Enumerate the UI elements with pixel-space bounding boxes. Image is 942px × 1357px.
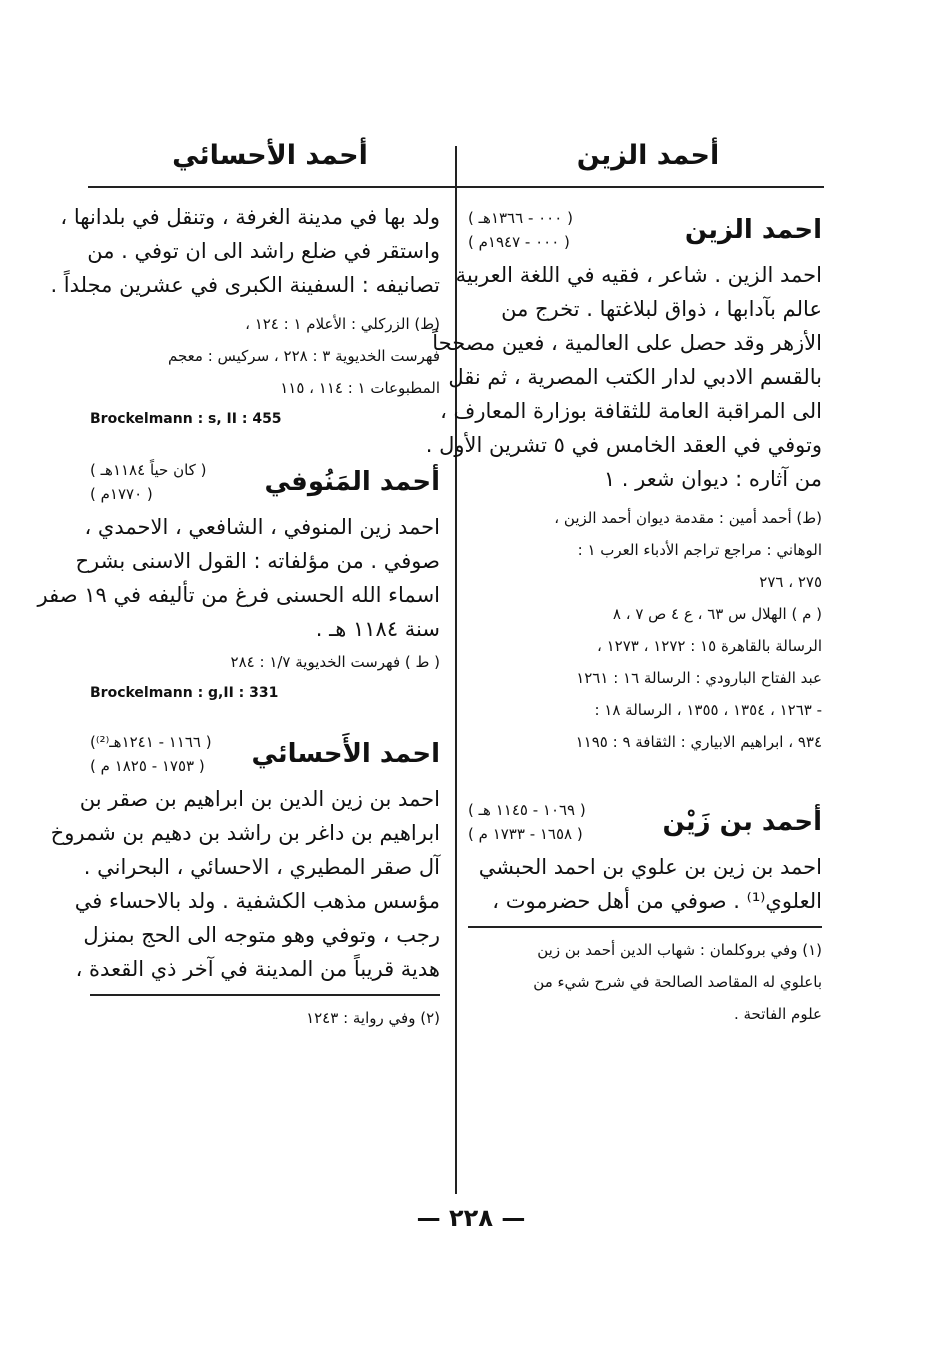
body-line: تصانيفه : السفينة الكبرى في عشرين مجلداً . xyxy=(50,273,440,297)
entry-header-ahmad-bin-zain xyxy=(468,798,822,846)
body-line: وتوفي في العقد الخامس في ٥ تشرين الأول . xyxy=(425,433,822,457)
footnote-rule xyxy=(90,994,440,996)
dates-hijri: ( ۱۰٦۹ - ۱۱٤٥ هـ ) xyxy=(468,801,586,819)
body-line: هدية قريباً من المدينة في آخر ذي القعدة ، xyxy=(75,957,440,981)
footnote-rule xyxy=(468,926,822,928)
reference-line: فهرست الخديوية ٣ : ٢٢٨ ، سركيس : معجم xyxy=(167,347,440,365)
entry-dates xyxy=(468,206,573,254)
latin-reference: Brockelmann : s, II : 455 xyxy=(90,411,282,427)
body-line: احمد بن زين الدين بن ابراهيم بن صقر بن xyxy=(79,787,440,811)
running-header-left: أحمد الأحسائي xyxy=(172,140,368,171)
dates-gregorian: ( ١٧٧٠م ) xyxy=(90,485,153,503)
reference-line: ( م ) الهلال س ٦٣ ، ع ٤ ص ٧ ، ٨ xyxy=(612,605,822,623)
body-line: الأزهر وقد حصل على العالمية ، فعين مصححاً xyxy=(432,331,822,355)
footnote-line: علوم الفاتحة . xyxy=(733,1005,822,1023)
reference-line: عبد الفتاح البارودي : الرسالة ١٦ : ١٢٦١ xyxy=(576,669,822,687)
dates-gregorian: ( ۰۰۰ - ۱۹٤۷م ) xyxy=(468,233,570,251)
reference-line: (ط) الزركلي : الأعلام ١ : ١٢٤ ، xyxy=(245,315,440,333)
right-column xyxy=(425,200,822,1030)
dates-gregorian: ( ۱٦٥۸ - ۱۷۳۳ م ) xyxy=(468,825,583,843)
dates-hijri: ( ١١٦٦ - ١٢٤١هـ⁽²⁾) xyxy=(90,733,212,751)
body-line: احمد زين المنوفي ، الشافعي ، الاحمدي ، xyxy=(84,515,440,539)
page-number-value: ٢٢٨ xyxy=(449,1204,493,1232)
body-line: اسماء الله الحسنى فرغ من تأليفه في ١٩ صفر xyxy=(37,583,440,607)
reference-line: (ط) أحمد أمين : مقدمة ديوان أحمد الزين ، xyxy=(554,509,822,527)
page-number xyxy=(0,1204,942,1232)
entry-title: احمد الأَحسائي xyxy=(251,739,440,769)
reference-line: ٢٧٥ ، ٢٧٦ xyxy=(759,573,822,591)
dates-hijri: ( كان حياً ١١٨٤هـ ) xyxy=(90,461,207,479)
body-line: ابراهيم بن داغر بن راشد بن دهيم بن شمروخ xyxy=(50,821,440,845)
body-line: الى المراقبة العامة للثقافة بوزارة المعارف ، xyxy=(440,399,822,423)
running-header-right: أحمد الزين xyxy=(576,140,720,171)
footnote-line: (١) وفي بروكلمان : شهاب الدين أحمد بن زين xyxy=(537,941,822,959)
dates-gregorian: ( ١٧٥٣ - ١٨٢٥ م ) xyxy=(90,757,205,775)
reference-line: ٩٣٤ ، ابراهيم الابياري : الثقافة ٩ : ١١٩٥ xyxy=(575,733,822,751)
left-column xyxy=(37,200,440,1034)
body-line: عالم بآدابها ، ذواق لبلاغتها . تخرج من xyxy=(501,297,822,321)
body-line: سنة ١١٨٤ هـ . xyxy=(315,617,440,641)
reference-line: الوهاني : مراجع تراجم الأدباء العرب ١ : xyxy=(577,541,822,559)
entry-title: أحمد بن زَيْن xyxy=(662,807,822,837)
dates-hijri: ( ۰۰۰ - ۱۳٦٦هـ ) xyxy=(468,209,573,227)
reference-line: الرسالة بالقاهرة ١٥ : ١٢٧٢ ، ١٢٧٣ ، xyxy=(596,637,822,655)
footnote-line: (٢) وفي رواية : ١٢٤٣ xyxy=(306,1009,440,1027)
reference-line: المطبوعات ١ : ١١٤ ، ١١٥ xyxy=(280,379,440,397)
entry-header-ahmad-al-zain xyxy=(468,206,822,254)
body-line: احمد الزين . شاعر ، فقيه في اللغة العربية xyxy=(455,263,822,287)
body-line: رجب ، وتوفي وهو متوجه الى الحج بمنزل xyxy=(83,923,440,947)
body-line: صوفي . من مؤلفاته : القول الاسنى بشرح xyxy=(75,549,440,573)
reference-line: ( ط ) فهرست الخديوية ١/٧ : ٢٨٤ xyxy=(230,653,440,671)
page-number-dash-left: — xyxy=(492,1204,526,1232)
entry-header-al-manufi xyxy=(90,458,440,506)
reference-line: - ١٢٦٣ ، ١٣٥٤ ، ١٣٥٥ ، الرسالة ١٨ : xyxy=(594,701,822,719)
body-line: واستقر في ضلع راشد الى ان توفي . من xyxy=(87,239,440,263)
entry-header-al-ahsai xyxy=(90,730,440,778)
entry-title: احمد الزين xyxy=(684,215,822,245)
footnote-line: باعلوي له المقاصد الصالحة في شرح شيء من xyxy=(533,973,822,991)
body-line: العلوي⁽¹⁾ . صوفي من أهل حضرموت ، xyxy=(492,889,822,913)
latin-reference: Brockelmann : g,II : 331 xyxy=(90,685,279,701)
entry-dates xyxy=(90,458,206,506)
entry-title: أحمد المَنُوفي xyxy=(264,467,440,497)
body-line: آل صقر المطيري ، الاحسائي ، البحراني . xyxy=(83,855,440,879)
body-line: احمد بن زين بن علوي بن احمد الحبشي xyxy=(478,855,822,879)
entry-dates xyxy=(468,798,586,846)
page-number-dash-right: — xyxy=(416,1204,450,1232)
body-line: من آثاره : ديوان شعر . ١ xyxy=(603,467,822,491)
body-line: ولد بها في مدينة الغرفة ، وتنقل في بلدانها ، xyxy=(60,205,440,229)
column-divider xyxy=(455,146,457,1194)
body-line: بالقسم الادبي لدار الكتب المصرية ، ثم نقل xyxy=(448,365,822,389)
entry-dates xyxy=(90,730,212,778)
body-line: مؤسس مذهب الكشفية . ولد بالاحساء في xyxy=(74,889,440,913)
